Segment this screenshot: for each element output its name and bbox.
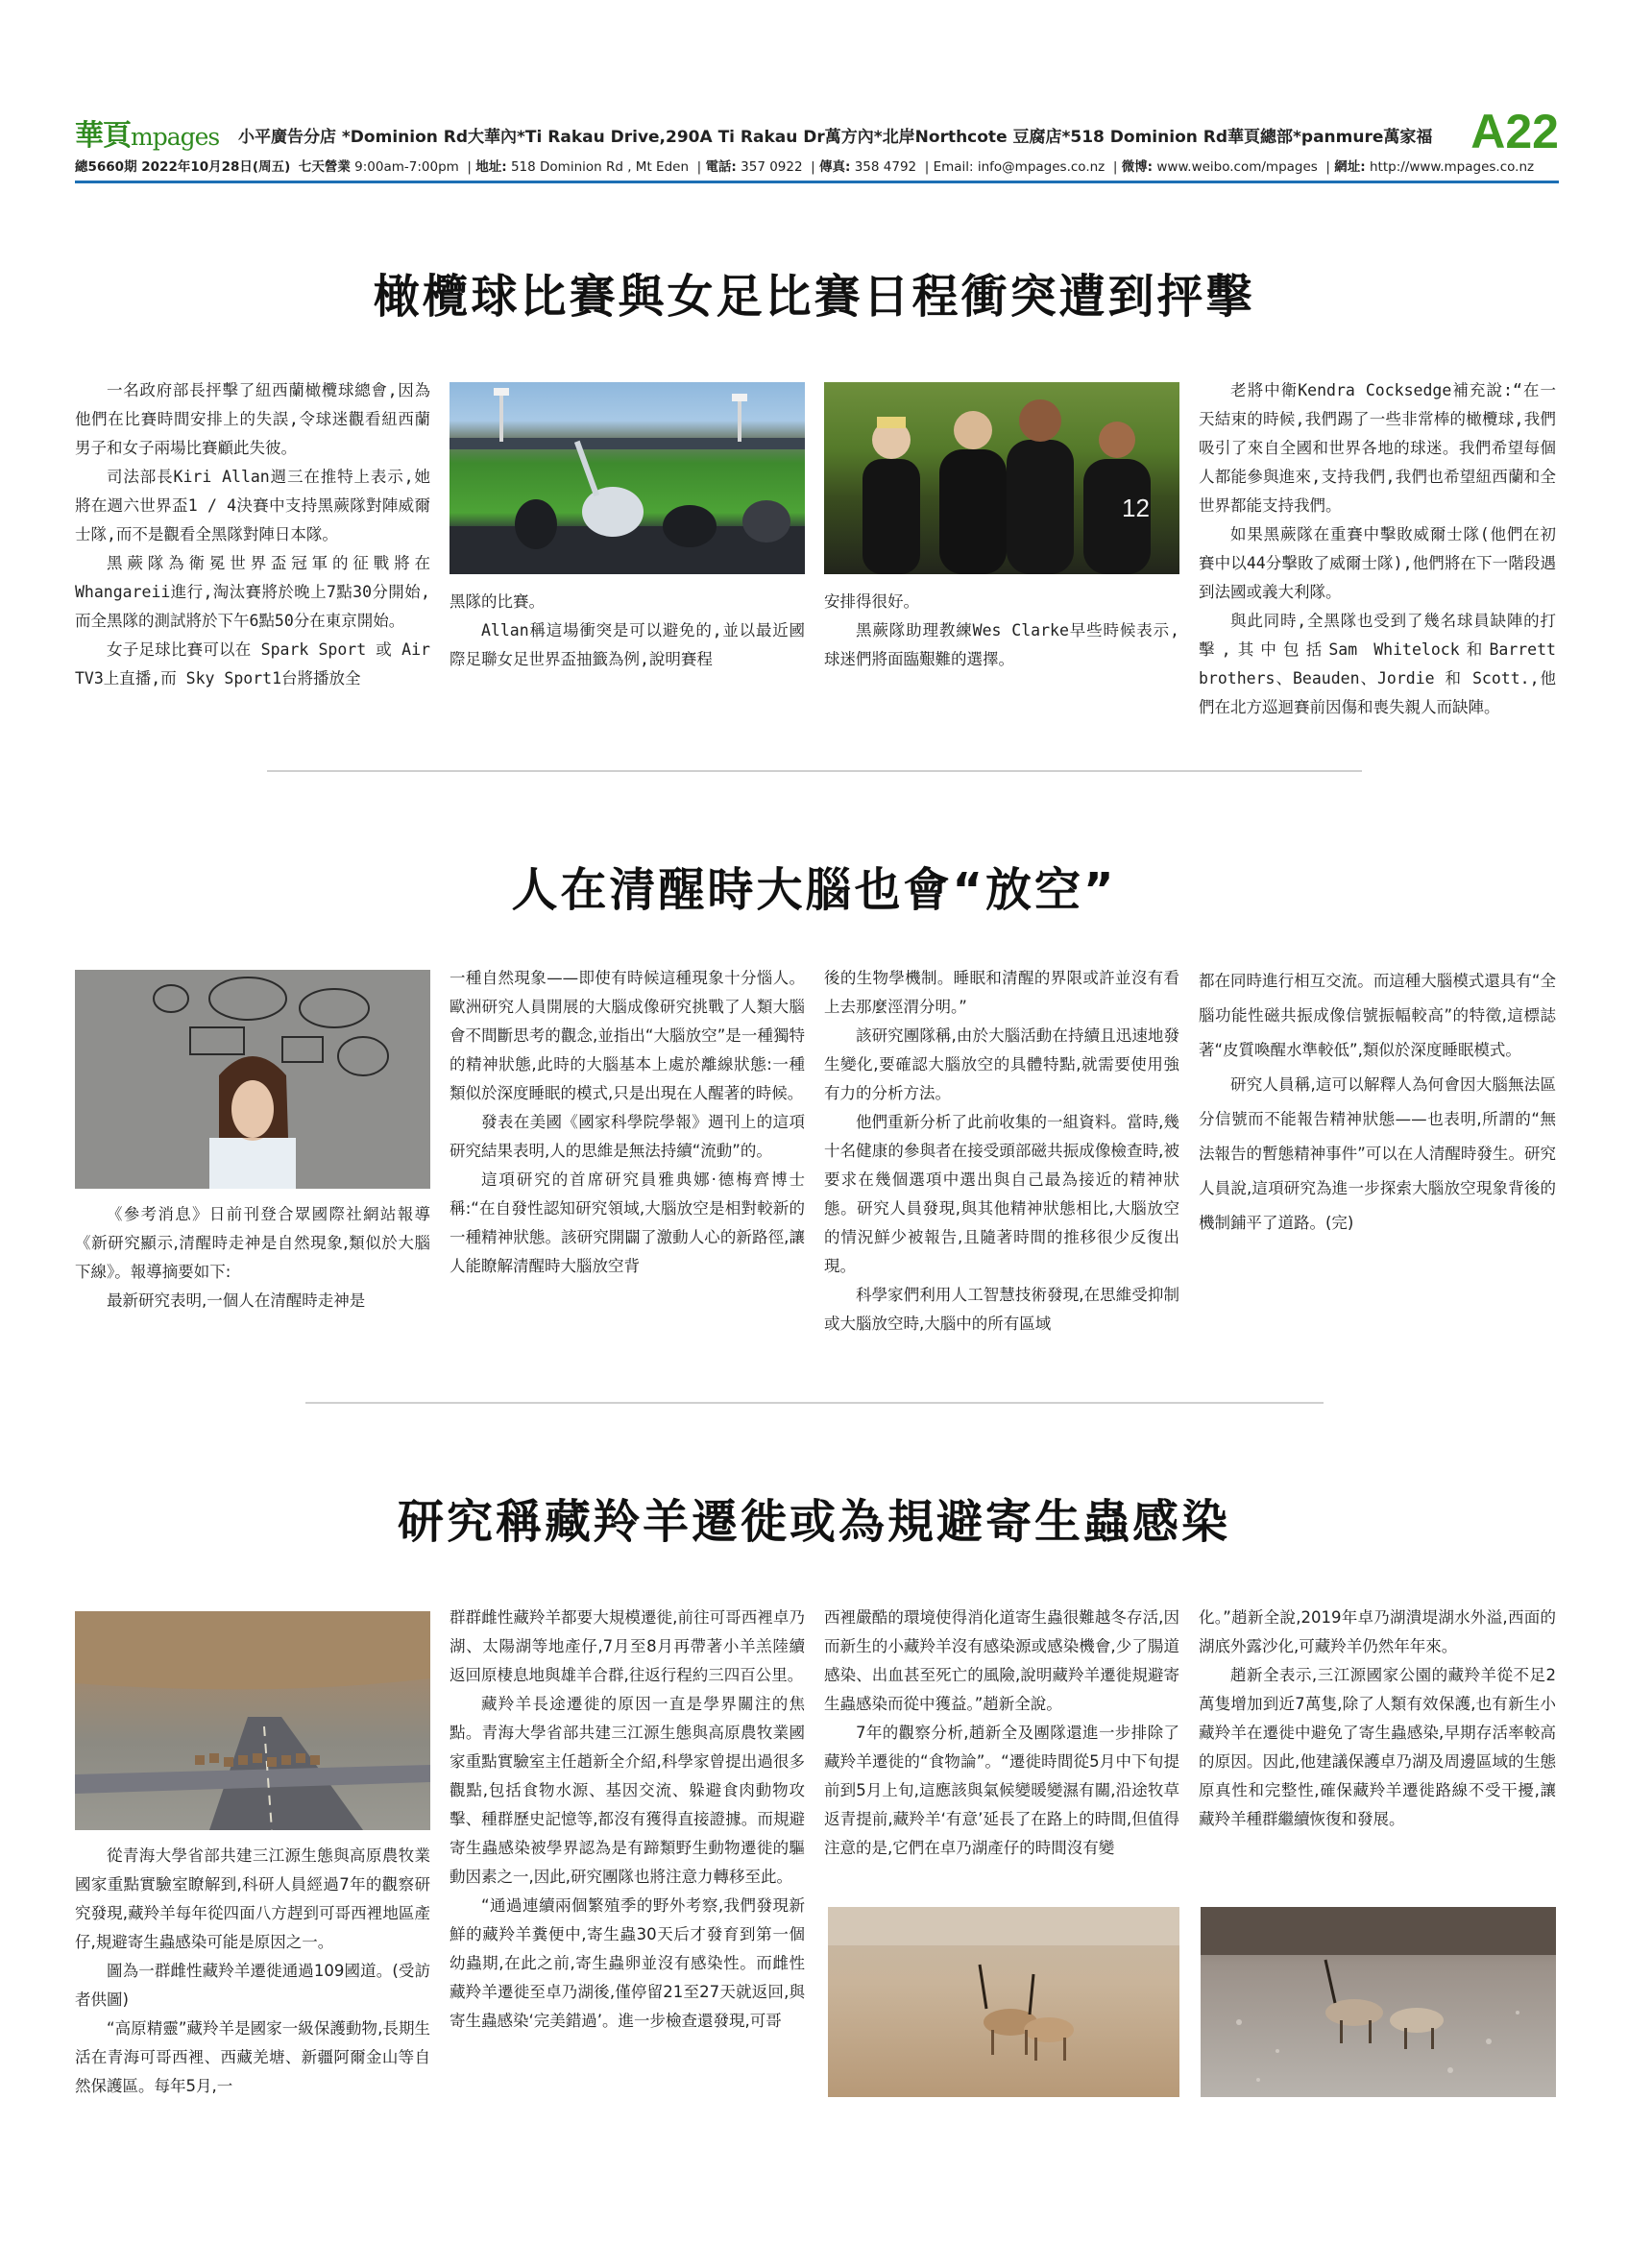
masthead [75, 104, 1559, 186]
article3-column-1 [75, 1842, 430, 2120]
section-divider [305, 1402, 1324, 1404]
fax-label: 傳真: [819, 159, 851, 175]
article1-column-4 [1199, 376, 1556, 716]
page-number: A22 [1470, 105, 1559, 158]
article1-paragraph: 黑蕨隊為衛冕世界盃冠軍的征戰將在Whangareii進行,淘汰賽將於晚上7點30分開始,而全黑隊的測試將於下午6點50分在東京開始。 [75, 554, 430, 630]
stadium-illustration [450, 382, 805, 574]
article2-paragraph: 該研究團隊稱,由於大腦活動在持續且迅速地發生變化,要確認大腦放空的具體特點,就需要使用強有力的分析方法。 [824, 1026, 1179, 1102]
article3-paragraph: 化。”趙新全說,2019年卓乃湖潰堤湖水外溢,西面的湖底外露沙化,可藏羚羊仍然年年來。 [1199, 1608, 1556, 1655]
article2-paragraph: 一種自然現象——即使有時候這種現象十分惱人。 歐洲研究人員開展的大腦成像研究挑戰了人類大腦會不間斷思考的觀念,並指出“大腦放空”是一種獨特的精神狀態,此時的大腦基本上處於離線狀態:一種類似於深度睡眠的模式,只是出現在人醒著的時候。 [450, 969, 805, 1102]
running-antelope-photo [1201, 1907, 1556, 2097]
hours-label: 七天營業 [298, 159, 351, 175]
article2-paragraph: 發表在美國《國家科學院學報》週刊上的這項研究結果表明,人的思維是無法持續“流動”的。 [450, 1113, 805, 1160]
article1-headline: 橄欖球比賽與女足比賽日程衝突遭到抨擊 [373, 270, 1255, 324]
running-antelope-illustration [1201, 1907, 1556, 2097]
article2-paragraph: 他們重新分析了此前收集的一組資料。當時,幾十名健康的參與者在接受頭部磁共振成像檢查時,被要求在幾個選項中選出與自己最為接近的精神狀態。研究人員發現,與其他精神狀態相比,大腦放空的情況鮮少被報告,且隨著時間的推移很少反復出現。 [824, 1113, 1179, 1275]
article3-headline: 研究稱藏羚羊遷徙或為規避寄生蟲感染 [397, 1495, 1230, 1549]
fax: 358 4792 [854, 159, 917, 175]
article2-column-4 [1199, 964, 1556, 1325]
article1-paragraph: 如果黑蕨隊在重賽中擊敗威爾士隊(他們在初賽中以44分擊敗了威爾士隊),他們將在下一階段遇到法國或義大利隊。 [1199, 525, 1556, 601]
section-divider [267, 770, 1362, 772]
email-link[interactable]: Email: info@mpages.co.nz [933, 159, 1106, 175]
weibo-label: 微博: [1121, 159, 1154, 175]
article1-paragraph: 安排得很好。 [824, 592, 919, 611]
article1-column-1 [75, 376, 430, 693]
phone-label: 電話: [705, 159, 737, 175]
masthead-divider [75, 181, 1559, 183]
article1-paragraph: Allan稱這場衝突是可以避免的,並以最近國際足聯女足世界盃抽籤為例,說明賽程 [450, 621, 805, 668]
branch-list: 小平廣告分店 *Dominion Rd大華內*Ti Rakau Drive,290A Ti Rakau Dr萬方內*北岸Northcote 豆腐店*518 Dominion Rd華頁總部*panmure萬家福 [238, 128, 1433, 147]
article1-paragraph: 黑蕨隊助理教練Wes Clarke早些時候表示,球迷們將面臨艱難的選擇。 [824, 621, 1179, 668]
stadium-photo [450, 382, 805, 574]
article2-headline: 人在清醒時大腦也會“放空” [511, 863, 1117, 917]
antelope-road-photo [75, 1611, 430, 1830]
article2-paragraph: 都在同時進行相互交流。而這種大腦模式還具有“全腦功能性磁共振成像信號振幅較高”的特徵,這標誌著“皮質喚醒水準較低”,類似於深度睡眠模式。 [1199, 972, 1556, 1059]
article3-paragraph: 西裡嚴酷的環境使得消化道寄生蟲很難越冬存活,因而新生的小藏羚羊沒有感染源或感染機會,少了腸道感染、出血甚至死亡的風險,說明藏羚羊遷徙規避寄生蟲感染而從中獲益。”趙新全說。 [824, 1608, 1179, 1713]
article2-paragraph: 最新研究表明,一個人在清醒時走神是 [107, 1291, 366, 1310]
article3-paragraph: “通過連續兩個繁殖季的野外考察,我們發現新鮮的藏羚羊糞便中,寄生蟲30天后才發育到第一個幼蟲期,在此之前,寄生蟲卵並沒有感染性。而雌性藏羚羊遷徙至卓乃湖後,僅停留21至27天就返回,與寄生蟲感染‘完美錯過’。進一步檢查還發現,可哥 [450, 1896, 805, 2030]
phone: 357 0922 [741, 159, 803, 175]
thinking-woman-photo [75, 970, 430, 1189]
article3-paragraph: 群群雌性藏羚羊都要大規模遷徙,前往可哥西裡卓乃湖、太陽湖等地產仔,7月至8月再帶著小羊羔陸續返回原棲息地與雄羊合群,往返行程約三四百公里。 [450, 1608, 805, 1684]
website-label: 網址: [1334, 159, 1366, 175]
article1-paragraph: 老將中衛Kendra Cocksedge補充說:“在一天結束的時候,我們踢了一些非常棒的橄欖球,我們吸引了來自全國和世界各地的球迷。我們希望每個人都能參與進來,支持我們,我們也希望紐西蘭和全世界都能支持我們。 [1199, 381, 1556, 515]
address: 518 Dominion Rd , Mt Eden [510, 159, 689, 175]
article3-column-3 [824, 1604, 1179, 1911]
team-illustration [824, 382, 1179, 574]
issue-info-bar: 總5660期 2022年10月28日(周五) 七天營業 9:00am-7:00pm | 地址: 518 Dominion Rd , Mt Eden | 電話: 357 0922 | 傳真: 358 4792 | Email: info@mpages.co.nz | 微博: www.weibo.com/mpages | 網址: http://www.mpages.co.nz [75, 159, 1535, 175]
article1-paragraph: 一名政府部長抨擊了紐西蘭橄欖球總會,因為他們在比賽時間安排上的失誤,令球迷觀看紐西蘭男子和女子兩場比賽顧此失彼。 [75, 381, 430, 457]
address-label: 地址: [475, 159, 507, 175]
logo-cn: 華頁 [75, 119, 131, 153]
article2-paragraph: 科學家們利用人工智慧技術發現,在思維受抑制或大腦放空時,大腦中的所有區域 [824, 1286, 1179, 1333]
article3-paragraph: “高原精靈”藏羚羊是國家一級保護動物,長期生活在青海可哥西裡、西藏羌塘、新疆阿爾金山等自然保護區。每年5月,一 [75, 2019, 430, 2095]
article2-paragraph: 《參考消息》日前刊登合眾國際社網站報導《新研究顯示,清醒時走神是自然現象,類似於大腦下線》。報導摘要如下: [75, 1205, 430, 1281]
article2-column-3 [824, 964, 1179, 1333]
article1-paragraph: 司法部長Kiri Allan週三在推特上表示,她將在週六世界盃1 / 4決賽中支持黑蕨隊對陣威爾士隊,而不是觀看全黑隊對陣日本隊。 [75, 468, 430, 543]
logo-latin: mpages [131, 123, 220, 151]
weibo-link[interactable]: www.weibo.com/mpages [1156, 159, 1318, 175]
antelope-pair-illustration [828, 1907, 1179, 2097]
article1-paragraph: 女子足球比賽可以在 Spark Sport 或 Air TV3上直播,而 Sky Sport1台將播放全 [75, 640, 430, 688]
article1-column-2 [450, 588, 805, 693]
article3-column-2 [450, 1604, 805, 2122]
article3-paragraph: 趙新全表示,三江源國家公園的藏羚羊從不足2萬隻增加到近7萬隻,除了人類有效保護,也有新生小藏羚羊在遷徙中避免了寄生蟲感染,早期存活率較高的原因。因此,他建議保護卓乃湖及周邊區域的生態原真性和完整性,確保藏羚羊遷徙路線不受干擾,讓藏羚羊種群繼續恢復和發展。 [1199, 1666, 1556, 1828]
road-illustration [75, 1611, 430, 1830]
article3-column-4 [1199, 1604, 1556, 1892]
publication-logo[interactable] [75, 111, 219, 154]
article1-paragraph: 黑隊的比賽。 [450, 592, 545, 611]
team-celebration-photo [824, 382, 1179, 574]
article3-paragraph: 7年的觀察分析,趙新全及團隊還進一步排除了藏羚羊遷徙的“食物論”。“遷徙時間從5月中下旬提前到5月上旬,這應該與氣候變暖變濕有關,沿途牧草返青提前,藏羚羊‘有意’延長了在路上的時間,但值得注意的是,它們在卓乃湖產仔的時間沒有變 [824, 1724, 1179, 1857]
article2-column-1 [75, 1200, 430, 1325]
article1-column-3 [824, 588, 1179, 693]
article2-paragraph: 這項研究的首席研究員雅典娜·德梅齊博士稱:“在自發性認知研究領域,大腦放空是相對較新的一種精神狀態。該研究開闢了激動人心的新路徑,讓人能瞭解清醒時大腦放空背 [450, 1170, 805, 1275]
jersey-number: 12 [1122, 494, 1150, 522]
thinking-illustration [75, 970, 430, 1189]
issue-number: 總5660期 2022年10月28日(周五) [75, 159, 291, 175]
antelope-pair-photo [828, 1907, 1179, 2097]
article2-paragraph: 後的生物學機制。睡眠和清醒的界限或許並沒有看上去那麼涇渭分明。” [824, 969, 1179, 1016]
article1-paragraph: 與此同時,全黑隊也受到了幾名球員缺陣的打擊,其中包括Sam Whitelock和Barrett brothers、Beauden、Jordie 和 Scott.,他們在北方巡迴賽前因傷和喪失親人而缺陣。 [1199, 612, 1556, 716]
article3-paragraph: 藏羚羊長途遷徙的原因一直是學界關注的焦點。青海大學省部共建三江源生態與高原農牧業國家重點實驗室主任趙新全介紹,科學家曾提出過很多觀點,包括食物水源、基因交流、躲避食肉動物攻擊、種群歷史記憶等,都沒有獲得直接證據。而規避寄生蟲感染被學界認為是有蹄類野生動物遷徙的驅動因素之一,因此,研究團隊也將注意力轉移至此。 [450, 1695, 805, 1886]
website-link[interactable]: http://www.mpages.co.nz [1369, 159, 1535, 175]
hours: 9:00am-7:00pm [354, 159, 459, 175]
article3-paragraph: 從青海大學省部共建三江源生態與高原農牧業國家重點實驗室瞭解到,科研人員經過7年的觀察研究發現,藏羚羊每年從四面八方趕到可哥西裡地區產仔,規避寄生蟲感染可能是原因之一。 [75, 1846, 430, 1951]
article2-paragraph: 研究人員稱,這可以解釋人為何會因大腦無法區分信號而不能報告精神狀態——也表明,所謂的“無法報告的暫態精神事件”可以在人清醒時發生。研究人員說,這項研究為進一步探索大腦放空現象背後的機制鋪平了道路。(完) [1199, 1075, 1556, 1232]
article2-column-2 [450, 964, 805, 1325]
article3-paragraph: 圖為一群雌性藏羚羊遷徙通過109國道。(受訪者供圖) [75, 1962, 430, 2009]
